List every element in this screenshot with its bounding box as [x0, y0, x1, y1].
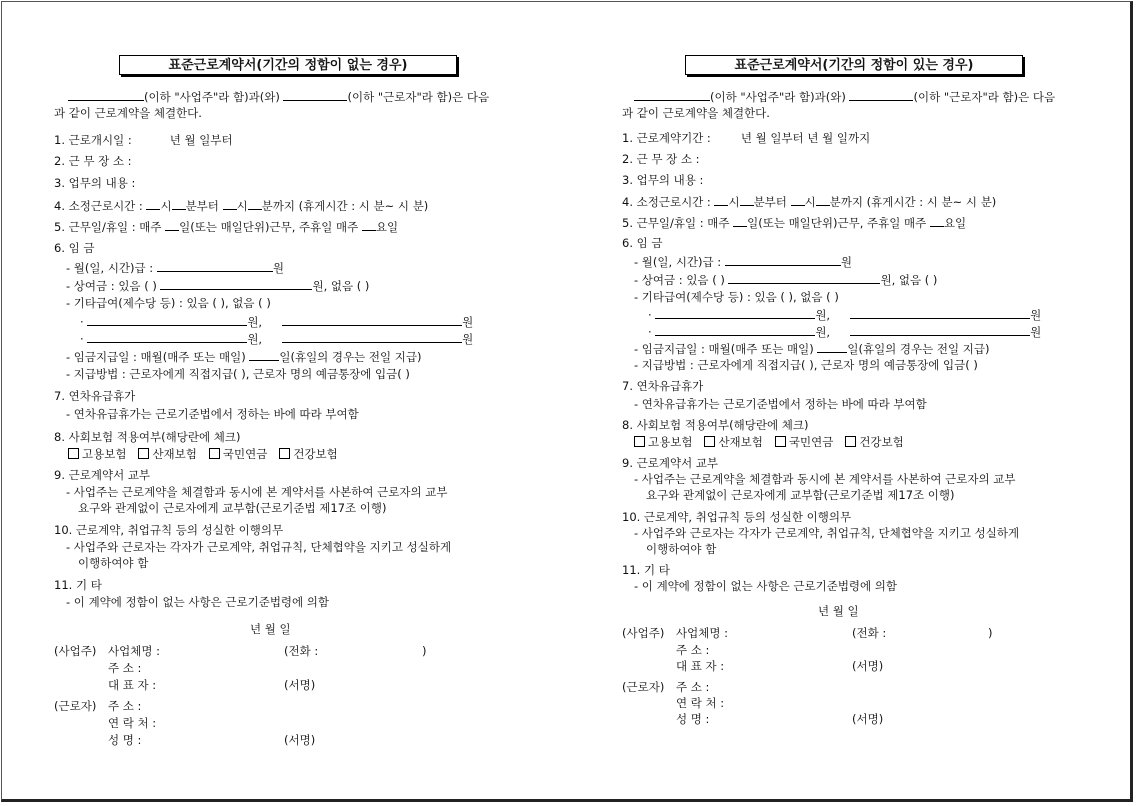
left-worker-name: 성 명 :: [108, 733, 142, 747]
left-title: 표준근로계약서(기간의 정함이 없는 경우): [119, 55, 457, 75]
left-s1-label: 1. 근로개시일 :: [54, 133, 132, 147]
right-s9-2: 요구와 관계없이 근로자에게 교부함(근로기준법 제17조 이행): [646, 488, 955, 502]
left-ins3: 국민연금: [222, 447, 268, 461]
checkbox-employment-right[interactable]: [634, 436, 645, 447]
left-s5-c: 요일: [375, 220, 399, 234]
right-s10-1: - 사업주와 근로자는 각자가 근로계약, 취업규칙, 단체협약을 지키고 성실하게: [634, 526, 1020, 540]
left-emp-rep: 대 표 자 :: [108, 678, 157, 692]
left-ins4: 건강보험: [293, 447, 338, 461]
right-s11-1: - 이 계약에 정함이 없는 사항은 근로기준법령에 의함: [634, 579, 898, 593]
left-won-comma: 원,: [247, 332, 263, 346]
right-worker-contact: 연 락 처 :: [676, 696, 725, 710]
right-s6-4b: 일(휴일의 경우는 전일 지급): [847, 342, 990, 356]
right-s7-1: - 연차유급휴가는 근로기준법에서 정하는 바에 따라 부여함: [634, 397, 927, 411]
fill-in-blank[interactable]: [850, 307, 1030, 319]
right-s5: [622, 215, 966, 230]
left-s9-2: 요구와 관계없이 근로자에게 교부함(근로기준법 제17조 이행): [78, 501, 387, 515]
right-s4-d: 시: [804, 195, 816, 209]
right-won-comma: 원,: [815, 325, 831, 339]
right-ins4: 건강보험: [859, 435, 904, 449]
right-s10-2: 이행하여야 함: [646, 542, 717, 556]
left-s9-1: - 사업주는 근로계약을 체결함과 동시에 본 계약서를 사본하여 근로자의 교부: [66, 485, 448, 499]
right-phone-close: ): [988, 626, 993, 640]
fill-in-blank[interactable]: [817, 341, 847, 353]
left-s6-1: - 월(일, 시간)급 :: [66, 261, 154, 275]
fill-in-blank[interactable]: [165, 219, 179, 231]
right-worker-sign: (서명): [852, 712, 884, 726]
right-intro-2: 과 같이 근로계약을 체결한다.: [622, 106, 770, 120]
right-s3: 3. 업무의 내용 :: [622, 173, 704, 187]
left-s6-3-row2: [80, 331, 473, 346]
right-s4-c: 분부터: [753, 195, 787, 209]
right-s7: 7. 연차유급휴가: [622, 379, 704, 393]
left-s11: 11. 기 타: [54, 578, 102, 592]
left-s1: [54, 133, 233, 147]
left-s6-1: [66, 260, 284, 275]
left-intro-2: 과 같이 근로계약을 체결한다.: [54, 106, 202, 120]
right-s4: [622, 194, 996, 209]
left-s6: 6. 임 금: [54, 241, 95, 255]
fill-in-blank[interactable]: [714, 194, 728, 206]
right-s9: 9. 근로계약서 교부: [622, 456, 719, 470]
fill-in-blank[interactable]: [733, 215, 747, 227]
left-s4-b: 시: [160, 199, 172, 213]
right-worker-name: 성 명 :: [676, 712, 710, 726]
right-bullet: ·: [648, 308, 652, 322]
checkbox-health-right[interactable]: [845, 436, 856, 447]
right-s6-won: 원: [1030, 308, 1042, 322]
left-s10-2: 이행하여야 함: [78, 556, 149, 570]
right-s4-a: 4. 소정근로시간 :: [622, 195, 711, 209]
left-emp-sign: (서명): [284, 678, 316, 692]
left-won-comma: 원,: [247, 315, 263, 329]
worker-blank[interactable]: [283, 89, 347, 101]
left-ins1: 고용보험: [82, 447, 127, 461]
fill-in-blank[interactable]: [146, 198, 160, 210]
left-s10-1: - 사업주와 근로자는 각자가 근로계약, 취업규칙, 단체협약을 지키고 성실하게: [66, 540, 452, 554]
right-s6-4: [634, 341, 990, 356]
right-emp-sign: (서명): [852, 659, 884, 673]
right-s9-1: - 사업주는 근로계약을 체결함과 동시에 본 계약서를 사본하여 근로자의 교부: [634, 472, 1016, 486]
left-s6-2b: 원, 없음 ( ): [312, 279, 370, 293]
left-s4-c: 분부터: [185, 199, 219, 213]
fill-in-blank[interactable]: [930, 215, 944, 227]
fill-in-blank[interactable]: [282, 331, 462, 343]
fill-in-blank[interactable]: [816, 194, 830, 206]
right-emp-name: 사업체명 :: [676, 626, 728, 640]
right-s6-3: - 기타급여(제수당 등) : 있음 ( ), 없음 ( ): [634, 290, 839, 304]
left-phone: (전화 :: [284, 644, 319, 658]
right-emp-addr: 주 소 :: [676, 643, 710, 657]
right-emp-label: (사업주): [622, 626, 665, 640]
right-intro-b: (이하 "근로자"라 함)은 다음: [913, 90, 1056, 104]
left-worker-label: (근로자): [54, 699, 97, 713]
left-s1-text: 년 월 일부터: [169, 133, 233, 147]
left-s6-won: 원: [272, 261, 284, 275]
fill-in-blank[interactable]: [655, 307, 815, 319]
right-date: 년 월 일: [818, 604, 859, 618]
fill-in-blank[interactable]: [160, 278, 312, 290]
right-title: 표준근로계약서(기간의 정함이 있는 경우): [685, 55, 1023, 75]
left-s3: 3. 업무의 내용 :: [54, 176, 136, 190]
left-intro: [68, 89, 489, 105]
left-s4-a: 4. 소정근로시간 :: [54, 199, 143, 213]
left-s5-b: 일(또는 매일단위)근무, 주휴일 매주: [179, 220, 359, 234]
left-s8: 8. 사회보험 적용여부(해당란에 체크): [54, 430, 241, 444]
left-ins2: 산재보험: [152, 447, 197, 461]
left-s6-3: - 기타급여(제수당 등) : 있음 ( ), 없음 ( ): [66, 296, 271, 310]
left-bullet: ·: [80, 332, 84, 346]
checkbox-industrial[interactable]: [138, 448, 149, 459]
right-s5-b: 일(또는 매일단위)근무, 주휴일 매주: [747, 216, 927, 230]
left-s5: [54, 219, 398, 234]
right-s6-2a: - 상여금 : 있음 ( ): [634, 273, 725, 287]
right-s4-b: 시: [728, 195, 740, 209]
checkbox-industrial-right[interactable]: [704, 436, 715, 447]
left-date: 년 월 일: [250, 622, 291, 636]
right-s6-1: [634, 254, 852, 269]
right-s1: [622, 131, 870, 145]
right-s6-3-row1: [648, 307, 1041, 322]
left-emp-addr: 주 소 :: [108, 661, 142, 675]
right-worker-addr: 주 소 :: [676, 680, 710, 694]
fill-in-blank[interactable]: [740, 194, 754, 206]
right-s5-a: 5. 근무일/휴일 : 매주: [622, 216, 730, 230]
fill-in-blank[interactable]: [282, 314, 462, 326]
right-s6-2b: 원, 없음 ( ): [880, 273, 938, 287]
right-s6-1: - 월(일, 시간)급 :: [634, 255, 722, 269]
right-won-comma: 원,: [815, 308, 831, 322]
right-s8: 8. 사회보험 적용여부(해당란에 체크): [622, 418, 809, 432]
right-s1-label: 1. 근로계약기간 :: [622, 131, 711, 145]
left-s6-5: - 지급방법 : 근로자에게 직접지급( ), 근로자 명의 예금통장에 입금( ): [66, 367, 410, 381]
right-s4-e: 분까지 (휴게시간 : 시 분~ 시 분): [829, 195, 997, 209]
right-s2: 2. 근 무 장 소 :: [622, 152, 700, 166]
left-insurance: [68, 447, 338, 461]
worker-blank-right[interactable]: [849, 89, 913, 101]
employer-blank[interactable]: [68, 89, 144, 101]
left-s7: 7. 연차유급휴가: [54, 389, 136, 403]
checkbox-pension[interactable]: [209, 448, 220, 459]
left-s6-4a: - 임금지급일 : 매월(매주 또는 매일): [66, 350, 246, 364]
right-s6-won: 원: [1030, 325, 1042, 339]
left-intro-b: (이하 "근로자"라 함)은 다음: [347, 90, 490, 104]
right-bullet: ·: [648, 325, 652, 339]
right-ins3: 국민연금: [788, 435, 834, 449]
left-s9: 9. 근로계약서 교부: [54, 468, 151, 482]
fill-in-blank[interactable]: [223, 198, 237, 210]
left-s6-2a: - 상여금 : 있음 ( ): [66, 279, 157, 293]
checkbox-health[interactable]: [279, 448, 290, 459]
left-s6-3-row1: [80, 314, 473, 329]
left-s6-won: 원: [462, 332, 474, 346]
left-s11-1: - 이 계약에 정함이 없는 사항은 근로기준법령에 의함: [66, 595, 330, 609]
fill-in-blank[interactable]: [725, 254, 841, 266]
fill-in-blank[interactable]: [157, 260, 273, 272]
left-phone-close: ): [422, 644, 427, 658]
right-ins2: 산재보험: [718, 435, 763, 449]
right-s6-3-row2: [648, 324, 1041, 339]
checkbox-pension-right[interactable]: [775, 436, 786, 447]
fill-in-blank[interactable]: [87, 314, 247, 326]
fill-in-blank[interactable]: [791, 194, 805, 206]
left-emp-name: 사업체명 :: [108, 644, 160, 658]
left-s4: [54, 198, 428, 213]
left-s4-e: 분까지 (휴게시간 : 시 분~ 시 분): [261, 199, 429, 213]
left-emp-label: (사업주): [54, 644, 97, 658]
right-s6-2: [634, 272, 937, 287]
right-s6: 6. 임 금: [622, 236, 663, 250]
fill-in-blank[interactable]: [87, 331, 247, 343]
right-s5-c: 요일: [943, 216, 967, 230]
left-s10: 10. 근로계약, 취업규칙 등의 성실한 이행의무: [54, 523, 284, 537]
left-s4-d: 시: [236, 199, 248, 213]
employer-blank-right[interactable]: [634, 89, 710, 101]
left-worker-addr: 주 소 :: [108, 699, 142, 713]
left-bullet: ·: [80, 315, 84, 329]
right-intro-a: (이하 "사업주"라 함)과(와): [710, 90, 846, 104]
right-s6-5: - 지급방법 : 근로자에게 직접지급( ), 근로자 명의 예금통장에 입금( ): [634, 358, 978, 372]
left-s6-2: [66, 278, 369, 293]
fill-in-blank[interactable]: [248, 198, 262, 210]
right-s6-won: 원: [840, 255, 852, 269]
fill-in-blank[interactable]: [249, 349, 279, 361]
left-s6-won: 원: [462, 315, 474, 329]
left-intro-a: (이하 "사업주"라 함)과(와): [144, 90, 280, 104]
right-emp-rep: 대 표 자 :: [676, 659, 725, 673]
right-s11: 11. 기 타: [622, 563, 670, 577]
left-s7-1: - 연차유급휴가는 근로기준법에서 정하는 바에 따라 부여함: [66, 407, 359, 421]
fill-in-blank[interactable]: [172, 198, 186, 210]
left-worker-sign: (서명): [284, 733, 316, 747]
right-s10: 10. 근로계약, 취업규칙 등의 성실한 이행의무: [622, 510, 852, 524]
left-s6-4b: 일(휴일의 경우는 전일 지급): [279, 350, 422, 364]
fill-in-blank[interactable]: [362, 219, 376, 231]
fill-in-blank[interactable]: [655, 324, 815, 336]
left-s6-4: [66, 349, 422, 364]
fill-in-blank[interactable]: [850, 324, 1030, 336]
right-ins1: 고용보험: [648, 435, 693, 449]
right-s6-4a: - 임금지급일 : 매월(매주 또는 매일): [634, 342, 814, 356]
checkbox-employment[interactable]: [68, 448, 79, 459]
left-s2: 2. 근 무 장 소 :: [54, 154, 132, 168]
right-insurance: [634, 435, 904, 449]
fill-in-blank[interactable]: [728, 272, 880, 284]
right-intro: [634, 89, 1055, 105]
left-worker-contact: 연 락 처 :: [108, 716, 157, 730]
left-s5-a: 5. 근무일/휴일 : 매주: [54, 220, 162, 234]
document-frame: [1, 1, 1133, 802]
right-s1-text: 년 월 일부터 년 월 일까지: [740, 131, 871, 145]
right-worker-label: (근로자): [622, 680, 665, 694]
right-phone: (전화 :: [852, 626, 887, 640]
